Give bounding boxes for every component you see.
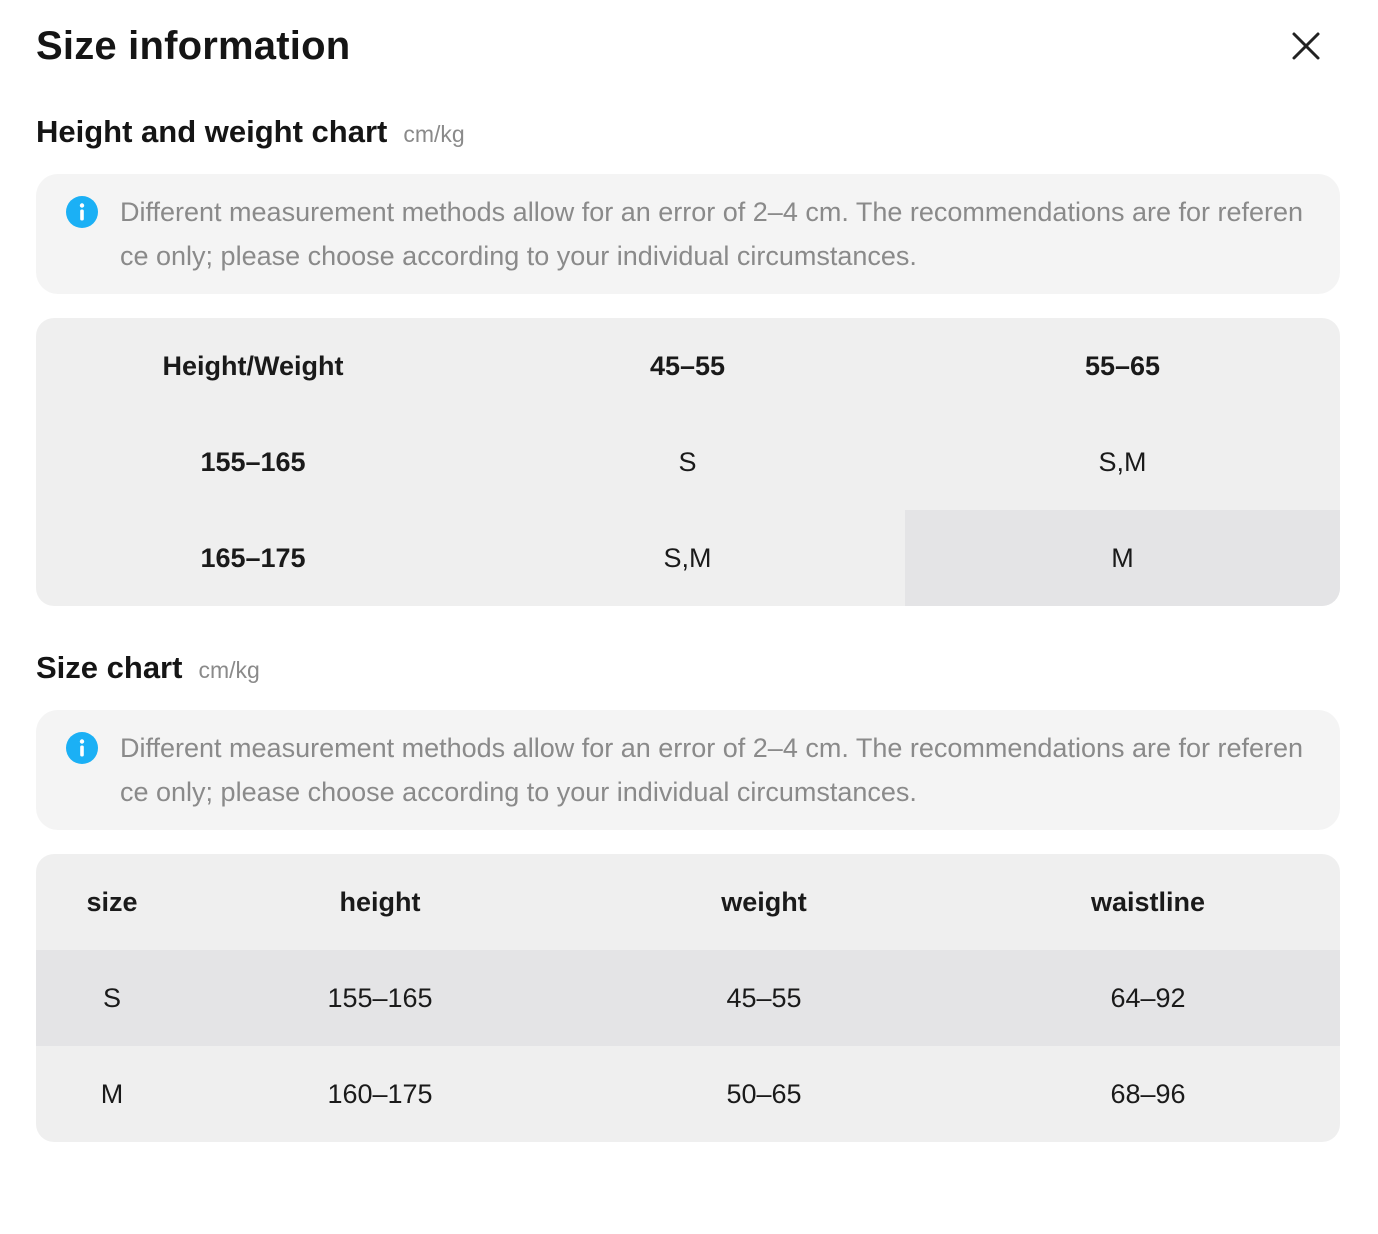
height-weight-title: Height and weight chart [36,114,388,149]
table-header-cell: 55–65 [1084,350,1161,381]
table-header-row [36,854,1340,950]
table-cell: 68–96 [1110,1078,1186,1109]
table-cell: 155–165 [327,982,433,1013]
info-icon [66,196,98,228]
page-title: Size information [36,24,351,68]
height-weight-section-title [36,114,465,150]
table-row [36,510,1340,606]
size-chart-notice [36,710,1340,830]
row-label-cell: 165–175 [200,542,306,573]
highlighted-table-cell: M [905,510,1340,606]
table-cell: 45–55 [726,982,802,1013]
table-header-cell: height [339,886,421,917]
size-chart-title: Size chart [36,650,183,685]
notice-text: Different measurement methods allow for an error of 2–4 cm. The recommendations are for reference only; please choose according to your individual circumstances. [120,197,1304,271]
close-icon [1286,26,1326,66]
close-button[interactable] [1286,26,1326,66]
table-cell: 64–92 [1110,982,1186,1013]
table-header-cell: Height/Weight [162,350,344,381]
table-row [36,1046,1340,1142]
table-row [36,950,1340,1046]
size-chart-table [36,854,1340,1142]
height-weight-unit: cm/kg [403,121,465,147]
size-chart-section-title [36,650,260,686]
notice-text: Different measurement methods allow for an error of 2–4 cm. The recommendations are for reference only; please choose according to your individual circumstances. [120,733,1304,807]
table-cell: S,M [663,542,712,573]
table-header-cell: waistline [1090,886,1206,917]
table-header-row [36,318,1340,414]
table-cell: S [102,982,121,1013]
height-weight-notice [36,174,1340,294]
table-header-cell: weight [721,886,807,917]
dialog-header [36,20,1342,76]
info-icon [66,732,98,764]
table-cell: S [678,446,697,477]
table-header-cell: size [86,886,138,917]
table-cell: S,M [1098,446,1147,477]
table-header-cell: 45–55 [649,350,726,381]
height-weight-table [36,318,1340,606]
table-cell: 50–65 [726,1078,802,1109]
row-label-cell: 155–165 [200,446,306,477]
table-cell: M [100,1078,124,1109]
table-row [36,414,1340,510]
size-chart-unit: cm/kg [198,657,260,683]
table-cell: 160–175 [327,1078,433,1109]
